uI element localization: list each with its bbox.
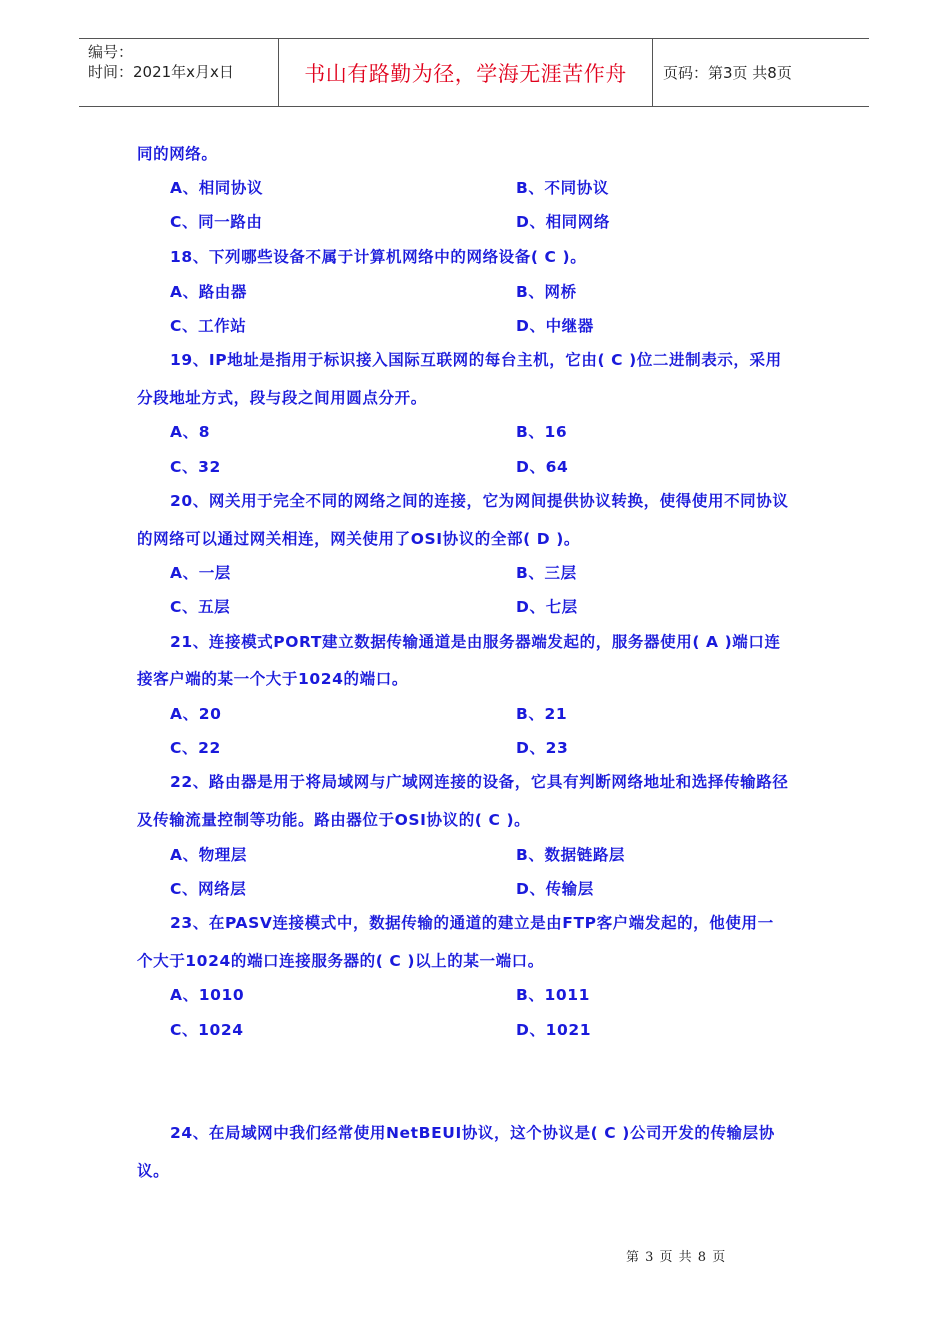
option-c: C、工作站 [170, 317, 247, 335]
question-19: 19、IP地址是指用于标识接入国际互联网的每台主机，它由( C )位二进制表示，采用 [170, 351, 782, 369]
question-text-line: 个大于1024的端口连接服务器的( C )以上的某一端口。 [137, 952, 544, 970]
option-c: C、同一路由 [170, 213, 263, 231]
option-a: A、相同协议 [170, 179, 264, 197]
option-a: A、一层 [170, 564, 231, 582]
option-c: C、网络层 [170, 880, 247, 898]
question-text-line: 分段地址方式，段与段之间用圆点分开。 [137, 389, 427, 407]
option-c: C、32 [170, 458, 221, 476]
option-b: B、数据链路层 [516, 846, 626, 864]
question-text-line: 及传输流量控制等功能。路由器位于OSI协议的( C )。 [137, 811, 531, 829]
question-23: 23、在PASV连接模式中，数据传输的通道的建立是由FTP客户端发起的，他使用一 [170, 914, 774, 932]
option-b: B、21 [516, 705, 568, 723]
header-motto: 书山有路勤为径，学海无涯苦作舟 [279, 39, 653, 106]
question-24: 24、在局域网中我们经常使用NetBEUI协议，这个协议是( C )公司开发的传输层协 [170, 1124, 775, 1142]
question-18: 18、下列哪些设备不属于计算机网络中的网络设备( C )。 [170, 248, 587, 266]
option-a: A、物理层 [170, 846, 247, 864]
question-text-line: 议。 [137, 1162, 170, 1180]
header-meta-cell [79, 39, 279, 106]
option-a: A、1010 [170, 986, 245, 1004]
page-footer: 第 3 页 共 8 页 [626, 1250, 727, 1265]
option-a: A、8 [170, 423, 211, 441]
option-b: B、网桥 [516, 283, 577, 301]
question-22: 22、路由器是用于将局域网与广域网连接的设备，它具有判断网络地址和选择传输路径 [170, 773, 789, 791]
question-text-line: 同的网络。 [137, 145, 218, 163]
option-a: A、路由器 [170, 283, 247, 301]
option-c: C、五层 [170, 598, 231, 616]
option-d: D、七层 [516, 598, 578, 616]
option-d: D、64 [516, 458, 569, 476]
option-b: B、三层 [516, 564, 577, 582]
page-header [79, 38, 869, 107]
document-number-label: 编号： [88, 43, 134, 61]
option-c: C、22 [170, 739, 221, 757]
question-text-line: 的网络可以通过网关相连，网关使用了OSI协议的全部( D )。 [137, 530, 581, 548]
document-time-label: 时间：2021年x月x日 [88, 63, 234, 81]
option-b: B、1011 [516, 986, 591, 1004]
option-b: B、16 [516, 423, 568, 441]
option-b: B、不同协议 [516, 179, 609, 197]
option-a: A、20 [170, 705, 222, 723]
option-d: D、传输层 [516, 880, 594, 898]
option-c: C、1024 [170, 1021, 244, 1039]
option-d: D、相同网络 [516, 213, 610, 231]
question-text-line: 接客户端的某一个大于1024的端口。 [137, 670, 408, 688]
option-d: D、23 [516, 739, 569, 757]
option-d: D、中继器 [516, 317, 594, 335]
header-page-code: 页码：第3页 共8页 [663, 64, 792, 82]
option-d: D、1021 [516, 1021, 592, 1039]
question-21: 21、连接模式PORT建立数据传输通道是由服务器端发起的，服务器使用( A )端口连 [170, 633, 781, 651]
question-20: 20、网关用于完全不同的网络之间的连接，它为网间提供协议转换，使得使用不同协议 [170, 492, 789, 510]
